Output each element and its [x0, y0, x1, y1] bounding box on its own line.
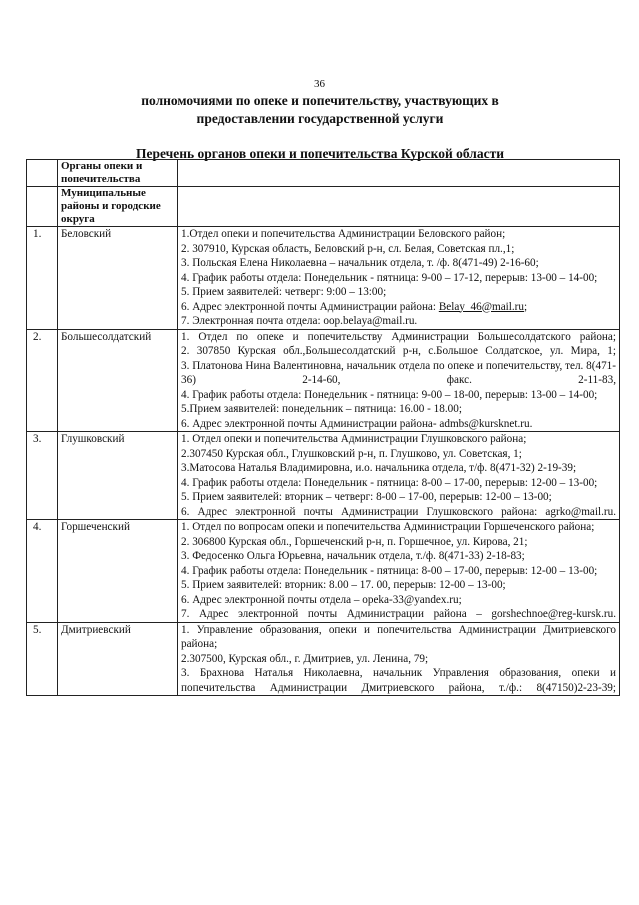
detail-line: 3.Матосова Наталья Владимировна, и.о. начальника отдела, т/ф. 8(471-32) 2-19-39;	[181, 462, 577, 474]
header-municipal-districts: Муниципальные районы и городские округа	[58, 187, 178, 227]
detail-line: 5. Прием заявителей: четверг: 9:00 – 13:00;	[181, 286, 387, 298]
detail-line: 1. Отдел по вопросам опеки и попечительства Администрации Горшеченского района;	[181, 521, 595, 533]
detail-line: 2. 307910, Курская область, Беловский р-н, сл. Белая, Советская пл.,1;	[181, 242, 515, 255]
table-row	[27, 520, 620, 623]
detail-line: 1. Отдел по опеке и попечительству Администрации Большесолдатского района;	[181, 330, 616, 343]
table-header-row	[27, 160, 620, 187]
table-row	[27, 622, 620, 696]
district-details	[178, 432, 620, 520]
detail-line: 2.307500, Курская обл., г. Дмитриев, ул. Ленина, 79;	[181, 652, 429, 665]
table-row	[27, 432, 620, 520]
district-details	[178, 622, 620, 696]
table-row	[27, 227, 620, 330]
table-title: Перечень органов опеки и попечительства Курской области	[136, 146, 504, 161]
detail-line: 6. Адрес электронной почты отдела – opeka-33@yandex.ru;	[181, 593, 462, 606]
row-number: 4.	[27, 520, 58, 623]
detail-line: 7. Электронная почта отдела: oop.belaya@mail.ru.	[181, 315, 418, 327]
table-row	[27, 329, 620, 432]
district-details	[178, 329, 620, 432]
detail-line: 3. Брахнова Наталья Николаевна, начальник Управления образования, опеки и попечительства Администрации Дмитриевского района, т./ф.: 8(47150)2-23-39;	[181, 667, 616, 694]
detail-line: 4. График работы отдела: Понедельник - пятница: 8-00 – 17-00, перерыв: 12-00 – 13-00;	[181, 476, 598, 489]
table-header-row	[27, 187, 620, 227]
row-number: 5.	[27, 622, 58, 696]
detail-line: 7. Адрес электронной почты Администрации района – gorshechnoe@reg-kursk.ru.	[181, 608, 616, 620]
detail-line: 6. Адрес электронной почты Администрации Глушковского района: agrko@mail.ru.	[181, 505, 616, 518]
detail-line: 1. Отдел опеки и попечительства Администрации Глушковского района;	[181, 433, 527, 445]
email-link[interactable]: Belay_46@mail.ru	[438, 300, 524, 313]
detail-line: 2. 307850 Курская обл.,Большесолдатский р-н, с.Большое Солдатское, ул. Мира, 1;	[181, 345, 616, 357]
detail-line: 3. Платонова Нина Валентиновна, начальник отдела по опеке и попечительству, тел. 8(471-36) 2-14-60, факс. 2-11-83,	[181, 359, 616, 386]
district-name: Глушковский	[58, 432, 178, 520]
row-number: 2.	[27, 329, 58, 432]
district-name: Беловский	[58, 227, 178, 330]
heading-line-1: полномочиями по опеке и попечительству, участвующих в	[141, 93, 499, 108]
detail-line	[181, 300, 616, 315]
district-name: Горшеченский	[58, 520, 178, 623]
district-name: Дмитриевский	[58, 622, 178, 696]
row-number: 3.	[27, 432, 58, 520]
guardianship-table	[26, 159, 620, 696]
detail-line: 3. Польская Елена Николаевна – начальник отдела, т. /ф. 8(471-49) 2-16-60;	[181, 257, 539, 269]
detail-line: 5. Прием заявителей: вторник – четверг: 8-00 – 17-00, перерыв: 12-00 – 13-00;	[181, 491, 552, 503]
detail-line: 4. График работы отдела: Понедельник - пятница: 9-00 – 17-12, перерыв: 13-00 – 14-00;	[181, 271, 598, 284]
detail-line: 1.Отдел опеки и попечительства Администрации Беловского район;	[181, 228, 506, 240]
detail-line: 4. График работы отдела: Понедельник - пятница: 9-00 – 18-00, перерыв: 13-00 – 14-00;	[181, 388, 598, 401]
detail-line: 2. 306800 Курская обл., Горшеченский р-н, п. Горшечное, ул. Кирова, 21;	[181, 535, 528, 548]
header-guardianship-bodies: Органы опеки и попечительства	[58, 160, 178, 187]
district-details	[178, 227, 620, 330]
detail-line: 1. Управление образования, опеки и попечительства Администрации Дмитриевского района;	[181, 623, 616, 650]
detail-text: ;	[524, 300, 528, 313]
heading-line-2: предоставлении государственной услуги	[196, 111, 444, 126]
detail-line: 3. Федосенко Ольга Юрьевна, начальник отдела, т./ф. 8(471-33) 2-18-83;	[181, 550, 525, 562]
detail-line: 5.Прием заявителей: понедельник – пятница: 16.00 - 18.00;	[181, 403, 462, 415]
detail-line: 6. Адрес электронной почты Администрации района- admbs@kursknet.ru.	[181, 417, 533, 430]
district-details	[178, 520, 620, 623]
district-name: Большесолдатский	[58, 329, 178, 432]
page-number: 36	[314, 78, 325, 90]
row-number: 1.	[27, 227, 58, 330]
detail-text: 6. Адрес электронной почты Администрации района:	[181, 300, 439, 313]
detail-line: 5. Прием заявителей: вторник: 8.00 – 17. 00, перерыв: 12-00 – 13-00;	[181, 579, 506, 591]
detail-line: 2.307450 Курская обл., Глушковский р-н, п. Глушково, ул. Советская, 1;	[181, 447, 522, 460]
detail-line: 4. График работы отдела: Понедельник - пятница: 8-00 – 17-00, перерыв: 12-00 – 13-00;	[181, 564, 598, 577]
